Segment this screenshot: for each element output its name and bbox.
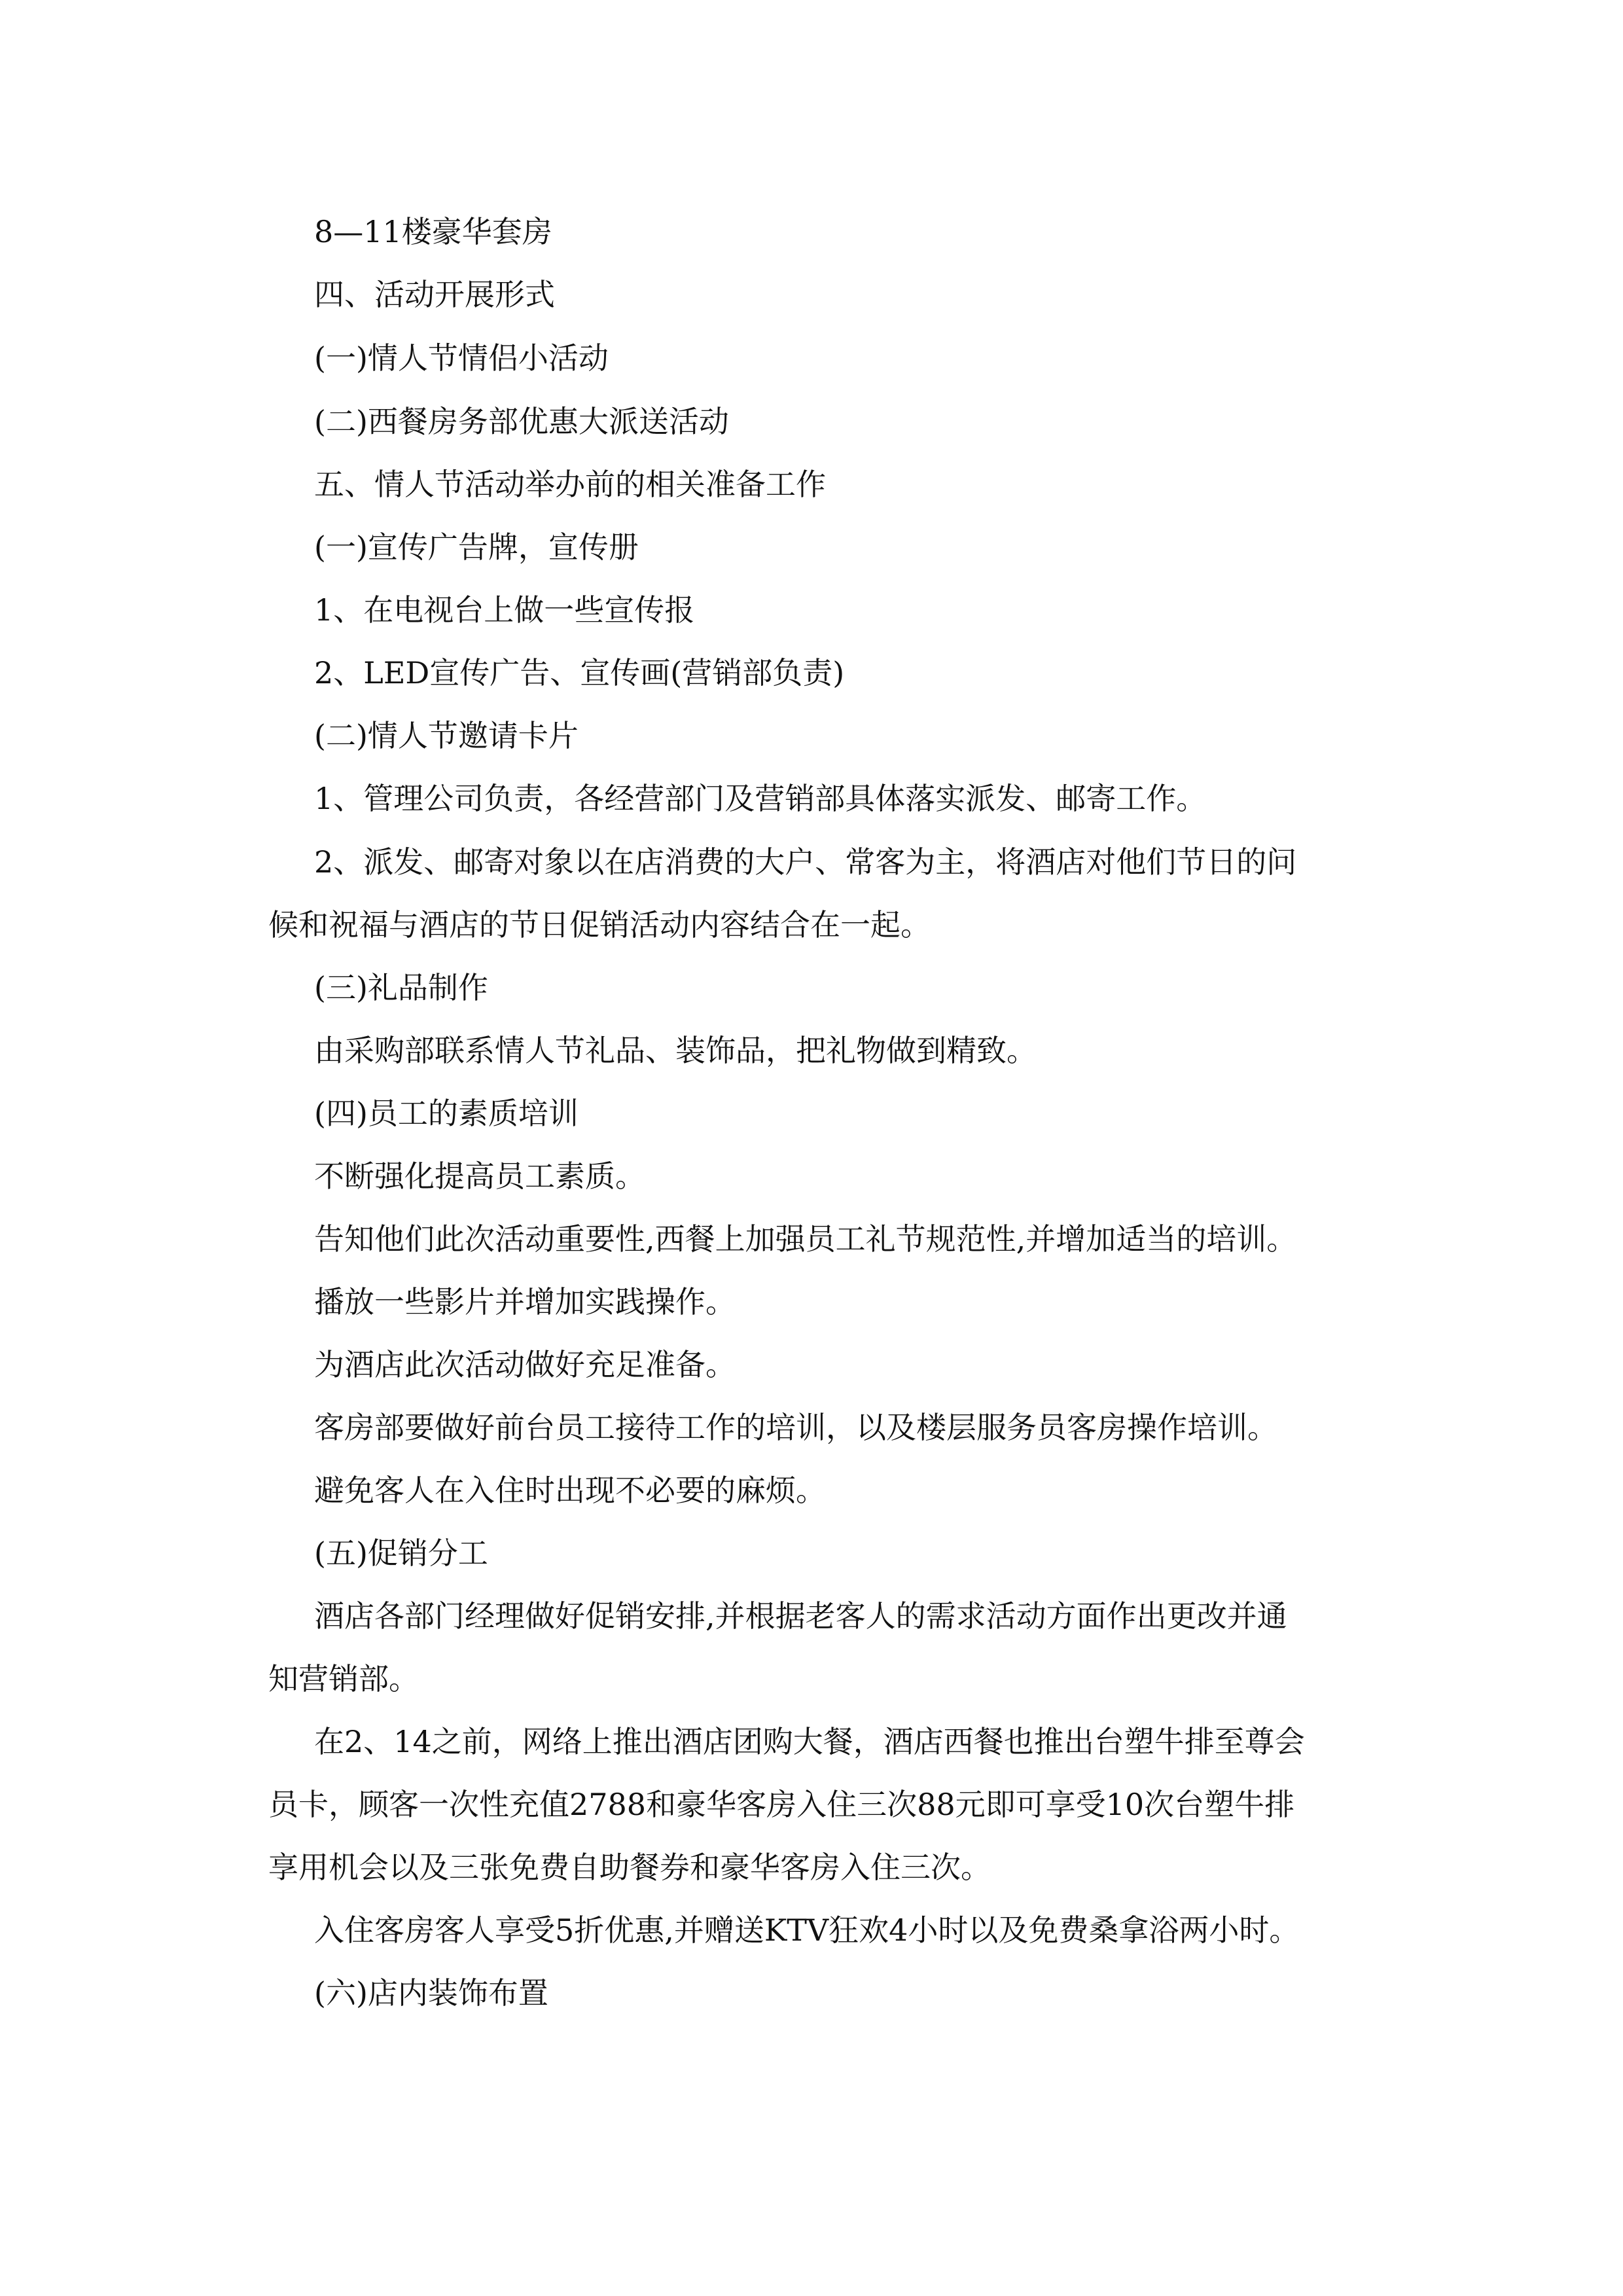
- paragraph-line: 为酒店此次活动做好充足准备。: [314, 1347, 736, 1382]
- subsection-heading: (一)情人节情侣小活动: [314, 340, 609, 376]
- list-item: 2、派发、邮寄对象以在店消费的大户、常客为主，将酒店对他们节日的问: [314, 844, 1297, 880]
- subsection-heading: (二)情人节邀请卡片: [314, 718, 579, 753]
- paragraph-continuation: 享用机会以及三张免费自助餐券和豪华客房入住三次。: [268, 1850, 991, 1885]
- text-line: 8—11楼豪华套房: [314, 214, 552, 249]
- subsection-heading: (五)促销分工: [314, 1535, 488, 1571]
- paragraph-continuation: 员卡，顾客一次性充值2788和豪华客房入住三次88元即可享受10次台塑牛排: [268, 1787, 1295, 1822]
- paragraph-line: 不断强化提高员工素质。: [314, 1158, 645, 1194]
- subsection-heading: (二)西餐房务部优惠大派送活动: [314, 404, 729, 439]
- list-item: 1、管理公司负责，各经营部门及营销部具体落实派发、邮寄工作。: [314, 781, 1207, 816]
- subsection-heading: (四)员工的素质培训: [314, 1096, 579, 1131]
- paragraph-line: 客房部要做好前台员工接待工作的培训，以及楼层服务员客房操作培训。: [314, 1410, 1277, 1445]
- paragraph-line: 避免客人在入住时出现不必要的麻烦。: [314, 1473, 826, 1508]
- paragraph-line: 在2、14之前，网络上推出酒店团购大餐，酒店西餐也推出台塑牛排至尊会: [314, 1724, 1305, 1759]
- list-item: 1、在电视台上做一些宣传报: [314, 592, 695, 628]
- list-item-continuation: 候和祝福与酒店的节日促销活动内容结合在一起。: [268, 907, 931, 942]
- paragraph-line: 入住客房客人享受5折优惠,并赠送KTV狂欢4小时以及免费桑拿浴两小时。: [314, 1912, 1300, 1948]
- section-heading: 四、活动开展形式: [314, 277, 555, 312]
- paragraph-line: 由采购部联系情人节礼品、装饰品，把礼物做到精致。: [314, 1033, 1037, 1068]
- list-item: 2、LED宣传广告、宣传画(营销部负责): [314, 655, 845, 691]
- paragraph-line: 酒店各部门经理做好促销安排,并根据老客人的需求活动方面作出更改并通: [314, 1598, 1287, 1634]
- paragraph-line: 播放一些影片并增加实践操作。: [314, 1284, 736, 1319]
- subsection-heading: (三)礼品制作: [314, 970, 488, 1005]
- section-heading: 五、情人节活动举办前的相关准备工作: [314, 467, 826, 502]
- subsection-heading: (六)店内装饰布置: [314, 1975, 548, 2011]
- paragraph-continuation: 知营销部。: [268, 1661, 419, 1696]
- paragraph-line: 告知他们此次活动重要性,西餐上加强员工礼节规范性,并增加适当的培训。: [314, 1221, 1297, 1257]
- subsection-heading: (一)宣传广告牌，宣传册: [314, 529, 639, 565]
